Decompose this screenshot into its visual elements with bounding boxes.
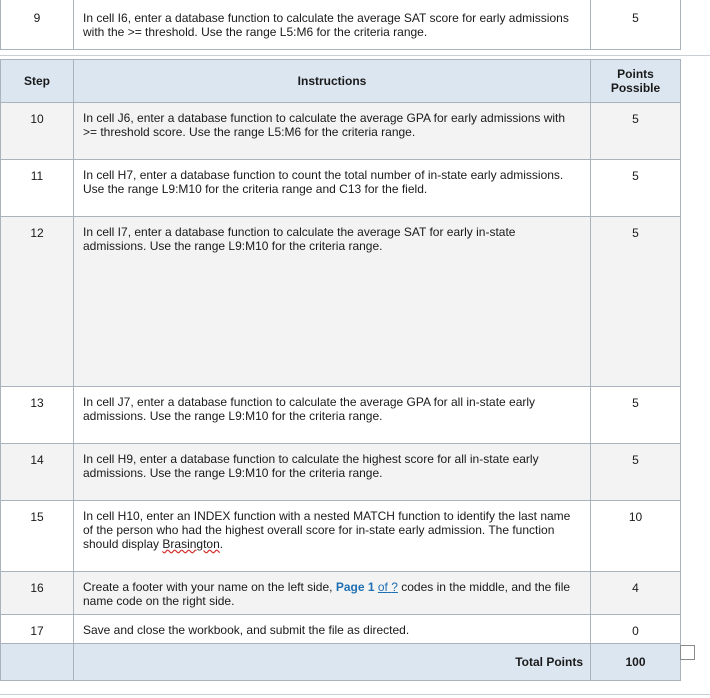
step-instruction: In cell J7, enter a database function to calculate the average GPA for all in-state early admissions. Use the range L9:M10 for the criteria range.: [74, 387, 591, 444]
step-number: 12: [1, 217, 74, 387]
total-value: 100: [591, 644, 681, 681]
header-instructions: Instructions: [74, 60, 591, 103]
step-number: 16: [1, 572, 74, 615]
instruction-text-end: .: [219, 537, 224, 551]
header-points-line2: Possible: [610, 81, 661, 95]
checkbox[interactable]: [680, 645, 695, 660]
total-spacer: [1, 644, 74, 681]
step-instruction: In cell H7, enter a database function to count the total number of in-state early admissions. Use the range L9:M10 for the criteria range and C13 for the field.: [74, 160, 591, 217]
table-row: [1, 160, 681, 217]
step-number: 9: [1, 0, 74, 50]
table-row: [1, 217, 681, 387]
of-text: of: [377, 580, 388, 594]
step-instruction: Save and close the workbook, and submit the file as directed.: [74, 615, 591, 644]
step-instruction: In cell H9, enter a database function to calculate the highest score for all in-state early admissions. Use the range L9:M10 for the criteria range.: [74, 444, 591, 501]
step-number: 17: [1, 615, 74, 644]
table-row: [1, 444, 681, 501]
instruction-text-end: codes in the middle, and the file name code on the right side.: [83, 580, 571, 608]
page-code: [336, 580, 375, 594]
step-points: 5: [591, 160, 681, 217]
table-row: [1, 387, 681, 444]
step-points: 5: [591, 444, 681, 501]
spelling-flagged-name: Brasington: [162, 537, 220, 551]
step-points: 5: [591, 103, 681, 160]
page-word: Page: [335, 580, 365, 594]
step-points: 4: [591, 572, 681, 615]
table-header: [1, 60, 681, 103]
step-number: 15: [1, 501, 74, 572]
steps-table: [0, 59, 681, 681]
step-instruction: In cell I6, enter a database function to calculate the average SAT score for early admissions with the >= threshold. Use the range L5:M6 for the criteria range.: [74, 0, 591, 50]
instruction-text: In cell H10, enter an INDEX function with a nested MATCH function to identify the last name of the person who had the highest overall score for in-state early admission. The function should display: [83, 509, 571, 551]
previous-step-table: [0, 0, 681, 50]
step-points: 0: [591, 615, 681, 644]
total-label: Total Points: [74, 644, 591, 681]
step-points: 5: [591, 387, 681, 444]
step-number: 14: [1, 444, 74, 501]
header-step: Step: [1, 60, 74, 103]
step-points: 5: [591, 0, 681, 50]
header-points: [591, 60, 681, 103]
table-row: [1, 0, 681, 50]
total-pages: ?: [391, 580, 398, 594]
of-pages-code: [378, 580, 398, 594]
table-row: [1, 501, 681, 572]
instruction-text: Create a footer with your name on the left side,: [83, 580, 336, 594]
step-number: 13: [1, 387, 74, 444]
step-instruction: [74, 501, 591, 572]
step-points: 10: [591, 501, 681, 572]
table-row: [1, 103, 681, 160]
page-number: 1: [367, 580, 375, 594]
header-points-line1: Points: [617, 67, 654, 81]
bottom-divider: [0, 694, 710, 695]
table-row: [1, 572, 681, 615]
section-divider: [0, 55, 710, 56]
step-number: 10: [1, 103, 74, 160]
total-row: [1, 644, 681, 681]
step-points: 5: [591, 217, 681, 387]
step-number: 11: [1, 160, 74, 217]
step-instruction: In cell J6, enter a database function to calculate the average GPA for early admissions with >= threshold score. Use the range L5:M6 for the criteria range.: [74, 103, 591, 160]
step-instruction: [74, 572, 591, 615]
step-instruction: In cell I7, enter a database function to calculate the average SAT for early in-state admissions. Use the range L9:M10 for the criteria range.: [74, 217, 591, 387]
table-row: [1, 615, 681, 644]
